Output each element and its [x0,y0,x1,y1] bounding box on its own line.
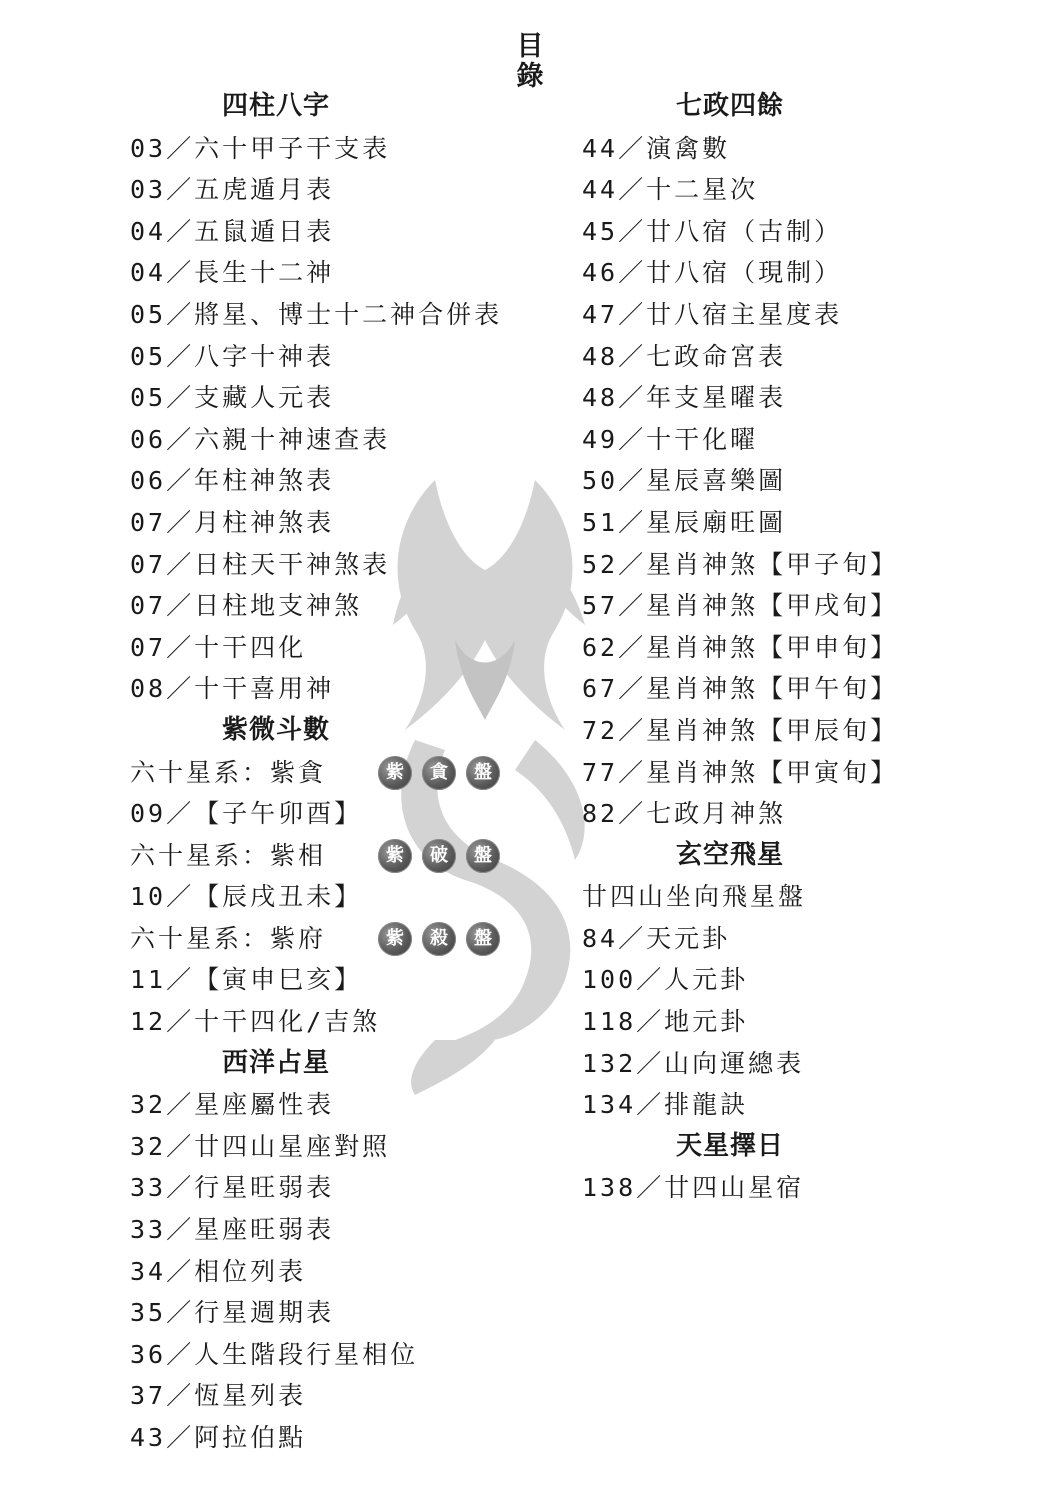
toc-entry-text: 77／星肖神煞【甲寅旬】 [582,757,899,787]
toc-entry[interactable] [582,460,1022,502]
toc-entry-text: 07／日柱地支神煞 [130,591,363,621]
toc-entry[interactable] [130,1001,550,1043]
section-heading: 玄空飛星 [676,839,785,870]
toc-entry[interactable] [582,502,1022,544]
toc-entry[interactable] [582,211,1022,253]
toc-entry-text: 06／六親十神速查表 [130,424,391,454]
toc-entry[interactable] [582,959,1022,1001]
toc-entry-text: 36／人生階段行星相位 [130,1339,419,1369]
toc-entry[interactable] [130,1375,550,1417]
toc-entry[interactable] [582,1001,1022,1043]
section-heading: 七政四餘 [676,91,785,121]
toc-entry-text: 04／長生十二神 [130,258,335,288]
toc-entry-text: 33／行星旺弱表 [130,1173,335,1203]
toc-entry[interactable] [582,710,1022,752]
chart-badge-icon: 盤 [466,839,500,873]
toc-entry-text: 67／星肖神煞【甲午旬】 [582,674,899,704]
toc-entry-text: 11／【寅申巳亥】 [130,965,363,995]
toc-entry-text: 04／五鼠遁日表 [130,216,335,246]
toc-entry-text: 132／山向運總表 [582,1048,805,1078]
toc-entry-text: 07／日柱天干神煞表 [130,549,391,579]
toc-entry-text: 03／六十甲子干支表 [130,133,391,163]
section-heading: 紫微斗數 [222,714,331,745]
toc-entry[interactable] [582,1167,1022,1209]
toc-entry-text: 48／七政命宮表 [582,341,787,371]
toc-entry[interactable] [130,169,550,211]
toc-entry-text: 72／星肖神煞【甲辰旬】 [582,715,899,745]
toc-entry-text: 05／八字十神表 [130,341,335,371]
chart-badge-icon: 紫 [378,922,412,956]
toc-entry-text: 45／廿八宿（古制） [582,216,843,246]
toc-entry[interactable] [130,1084,550,1126]
left-column [130,86,550,1459]
toc-entry[interactable] [582,627,1022,669]
chart-badge-icon: 紫 [378,839,412,873]
toc-entry[interactable] [130,377,550,419]
toc-entry[interactable] [130,336,550,378]
toc-entry[interactable] [130,835,550,877]
toc-entry-text: 32／廿四山星座對照 [130,1131,391,1161]
toc-entry-text: 06／年柱神煞表 [130,466,335,496]
toc-entry-text: 50／星辰喜樂圖 [582,466,787,496]
toc-entry[interactable] [130,1417,550,1459]
toc-entry[interactable] [582,1043,1022,1085]
toc-entry[interactable] [582,918,1022,960]
toc-entry-text: 51／星辰廟旺圖 [582,507,787,537]
toc-entry-text: 10／【辰戌丑未】 [130,882,363,912]
toc-entry-text: 05／支藏人元表 [130,383,335,413]
toc-entry[interactable] [582,128,1022,170]
toc-entry-text: 47／廿八宿主星度表 [582,299,843,329]
toc-entry[interactable] [582,544,1022,586]
toc-entry[interactable] [582,294,1022,336]
toc-entry[interactable] [582,252,1022,294]
toc-entry-text: 118／地元卦 [582,1007,749,1037]
section-heading: 西洋占星 [222,1047,331,1078]
toc-entry-text: 84／天元卦 [582,923,731,953]
toc-entry-text: 03／五虎遁月表 [130,175,335,205]
toc-entry-text: 六十星系：紫貪 [130,757,327,787]
toc-entry[interactable] [130,211,550,253]
section-heading: 天星擇日 [676,1130,785,1161]
toc-entry-text: 34／相位列表 [130,1256,307,1286]
toc-entry-text: 44／十二星次 [582,175,759,205]
toc-entry-text: 46／廿八宿（現制） [582,258,843,288]
right-column [582,86,1022,1209]
toc-entry-text: 07／十干四化 [130,632,307,662]
toc-entry[interactable] [130,585,550,627]
toc-entry[interactable] [582,1084,1022,1126]
chart-badge-group [378,922,500,956]
toc-entry-text: 57／星肖神煞【甲戌旬】 [582,591,899,621]
toc-entry[interactable] [582,419,1022,461]
toc-entry-text: 08／十干喜用神 [130,674,335,704]
toc-entry-text: 82／七政月神煞 [582,799,787,829]
toc-entry[interactable] [130,1209,550,1251]
toc-entry[interactable] [130,876,550,918]
toc-entry-text: 32／星座屬性表 [130,1090,335,1120]
toc-entry[interactable] [130,959,550,1001]
page-title-char: 目 [516,31,544,62]
toc-entry[interactable] [130,1292,550,1334]
chart-badge-icon: 紫 [378,756,412,790]
toc-entry-text: 100／人元卦 [582,965,749,995]
toc-entry[interactable] [130,502,550,544]
toc-entry[interactable] [130,1126,550,1168]
page-title-char: 錄 [516,61,544,92]
chart-badge-icon: 破 [422,839,456,873]
toc-entry[interactable] [130,544,550,586]
toc-entry[interactable] [130,252,550,294]
toc-entry[interactable] [582,793,1022,835]
toc-entry[interactable] [130,1251,550,1293]
toc-entry-text: 62／星肖神煞【甲申旬】 [582,632,899,662]
toc-entry-text: 49／十干化曜 [582,424,759,454]
toc-entry[interactable] [582,169,1022,211]
toc-entry[interactable] [130,419,550,461]
chart-badge-group [378,756,500,790]
toc-entry[interactable] [582,876,1022,918]
toc-entry-text: 33／星座旺弱表 [130,1215,335,1245]
toc-entry[interactable] [130,668,550,710]
chart-badge-group [378,839,500,873]
toc-entry[interactable] [582,585,1022,627]
toc-entry-text: 48／年支星曜表 [582,383,787,413]
chart-badge-icon: 盤 [466,756,500,790]
toc-entry[interactable] [130,793,550,835]
toc-entry-text: 07／月柱神煞表 [130,507,335,537]
toc-entry[interactable] [582,752,1022,794]
toc-entry-text: 138／廿四山星宿 [582,1173,805,1203]
toc-entry-text: 134／排龍訣 [582,1090,749,1120]
toc-entry[interactable] [582,668,1022,710]
toc-entry-text: 44／演禽數 [582,133,731,163]
toc-entry[interactable] [130,918,550,960]
section-heading: 四柱八字 [222,91,331,121]
toc-entry-text: 37／恆星列表 [130,1381,307,1411]
chart-badge-icon: 貪 [422,756,456,790]
toc-entry[interactable] [130,460,550,502]
toc-entry-text: 09／【子午卯酉】 [130,799,363,829]
toc-entry-text: 12／十干四化/吉煞 [130,1007,381,1037]
toc-entry[interactable] [130,1334,550,1376]
toc-entry[interactable] [582,377,1022,419]
toc-entry-text: 六十星系：紫相 [130,840,327,870]
toc-entry[interactable] [130,627,550,669]
chart-badge-icon: 盤 [466,922,500,956]
toc-entry[interactable] [130,752,550,794]
toc-entry-text: 廿四山坐向飛星盤 [582,882,807,912]
toc-entry[interactable] [582,336,1022,378]
toc-entry-text: 43／阿拉伯點 [130,1423,307,1452]
toc-entry[interactable] [130,128,550,170]
toc-entry-text: 六十星系：紫府 [130,923,327,953]
toc-entry-text: 52／星肖神煞【甲子旬】 [582,549,899,579]
toc-entry-text: 05／將星、博士十二神合併表 [130,299,503,329]
toc-entry[interactable] [130,1167,550,1209]
chart-badge-icon: 殺 [422,922,456,956]
toc-entry[interactable] [130,294,550,336]
toc-entry-text: 35／行星週期表 [130,1298,335,1328]
page-title [505,32,555,92]
